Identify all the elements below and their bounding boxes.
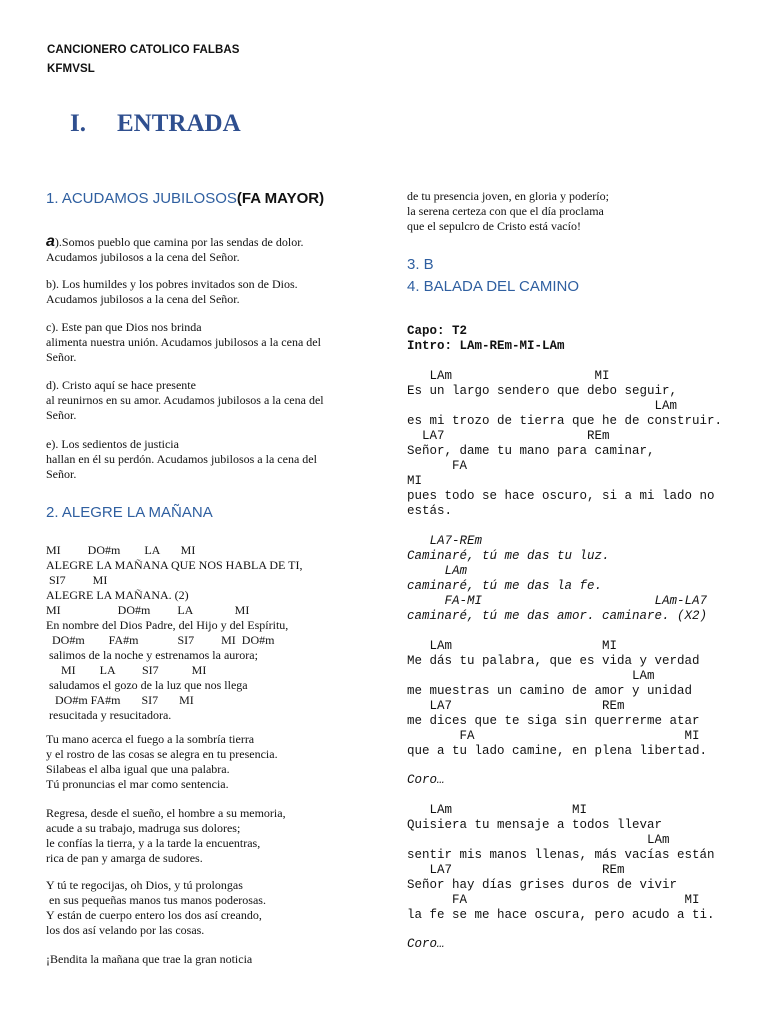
book-code: KFMVSL [47,63,95,75]
song4-verse-3: LAm MI Quisiera tu mensaje a todos llevar LAm sentir mis manos llenas, más vacías están LA7 REm Señor hay días grises duros de vivir FA MI la fe se me hace oscura, pero acudo a ti. [407,803,715,922]
song2-verse-3: Y tú te regocijas, oh Dios, y tú prolongas en sus pequeñas manos tus manos poderosas. Y están de cuerpo entero los dos así creando, los dos así velando por las cosas. [46,878,266,937]
song4-verse-1: LAm MI Es un largo sendero que debo seguir, LAm es mi trozo de tierra que he de construir. LA7 REm Señor, dame tu mano para caminar, FA MI pues todo se hace oscuro, si a mi lado no estás. [407,369,723,518]
song2-chords-block: MI DO#m LA MI ALEGRE LA MAÑANA QUE NOS HABLA DE TI, SI7 MI ALEGRE LA MAÑANA. (2) MI DO#m LA MI En nombre del Dios Padre, del Hijo y del Espíritu, DO#m FA#m SI7 MI DO#m salimos de la noche y estrenamos la aurora; MI LA SI7 MI saludamos el gozo de la luz que nos llega DO#m FA#m SI7 MI resucitada y resucitadora. [46,543,303,722]
song2-heading: 2. ALEGRE LA MAÑANA [46,504,213,521]
song2-verse-2: Regresa, desde el sueño, el hombre a su memoria, acude a su trabajo, madruga sus dolores; le confías la tierra, y a la tarde la encuentras, rica de pan y amarga de sudores. [46,806,286,865]
song1-verse-c: c). Este pan que Dios nos brinda alimenta nuestra unión. Acudamos jubilosos a la cena del Señor. [46,320,321,364]
song4-chorus: LA7-REm Caminaré, tú me das tu luz. LAm caminaré, tú me das la fe. FA-MI LAm-LA7 caminaré, tú me das amor. caminare. (X2) [407,534,708,623]
song1-verse-e: e). Los sedientos de justicia hallan en él su perdón. Acudamos jubilosos a la cena del Señor. [46,437,317,481]
song4-coro-2: Coro… [407,937,445,951]
song1-verse-d: d). Cristo aquí se hace presente al reunirnos en su amor. Acudamos jubilosos a la cena del Señor. [46,378,324,422]
song4-verse-2: LAm MI Me dás tu palabra, que es vida y verdad LAm me muestras un camino de amor y unidad LA7 REm me dices que te siga sin querrerme atar FA MI que a tu lado camine, en plena libertad. [407,639,708,758]
song2-continuation: de tu presencia joven, en gloria y poderío; la serena certeza con que el día proclama que el sepulcro de Cristo está vacío! [407,189,609,233]
song2-verse-4: ¡Bendita la mañana que trae la gran noticia [46,952,253,966]
song1-heading [46,190,324,207]
verse-a-letter: a [46,233,55,250]
song1-verse-b: b). Los humildes y los pobres invitados son de Dios. Acudamos jubilosos a la cena del Señor. [46,277,298,306]
song4-coro-1: Coro… [407,773,445,787]
song1-verse-a [46,234,304,265]
song1-key: (FA MAYOR) [236,190,325,207]
book-title: CANCIONERO CATOLICO FALBAS [47,44,240,56]
song4-capo-intro: Capo: T2 Intro: LAm-REm-MI-LAm [407,324,565,353]
section-title: ENTRADA [117,110,241,137]
song3-heading: 3. B [407,256,434,273]
song1-title: 1. ACUDAMOS JUBILOSOS [46,190,237,207]
song2-verse-1: Tu mano acerca el fuego a la sombría tierra y el rostro de las cosas se alegra en tu presencia. Silabeas el alba igual que una palabra. Tú pronuncias el mar como sentencia. [46,732,278,791]
verse-a-text: ).Somos pueblo que camina por las sendas de dolor. Acudamos jubilosos a la cena del Señor. [46,235,304,264]
song4-heading: 4. BALADA DEL CAMINO [407,278,580,295]
section-number: I. [70,110,86,137]
